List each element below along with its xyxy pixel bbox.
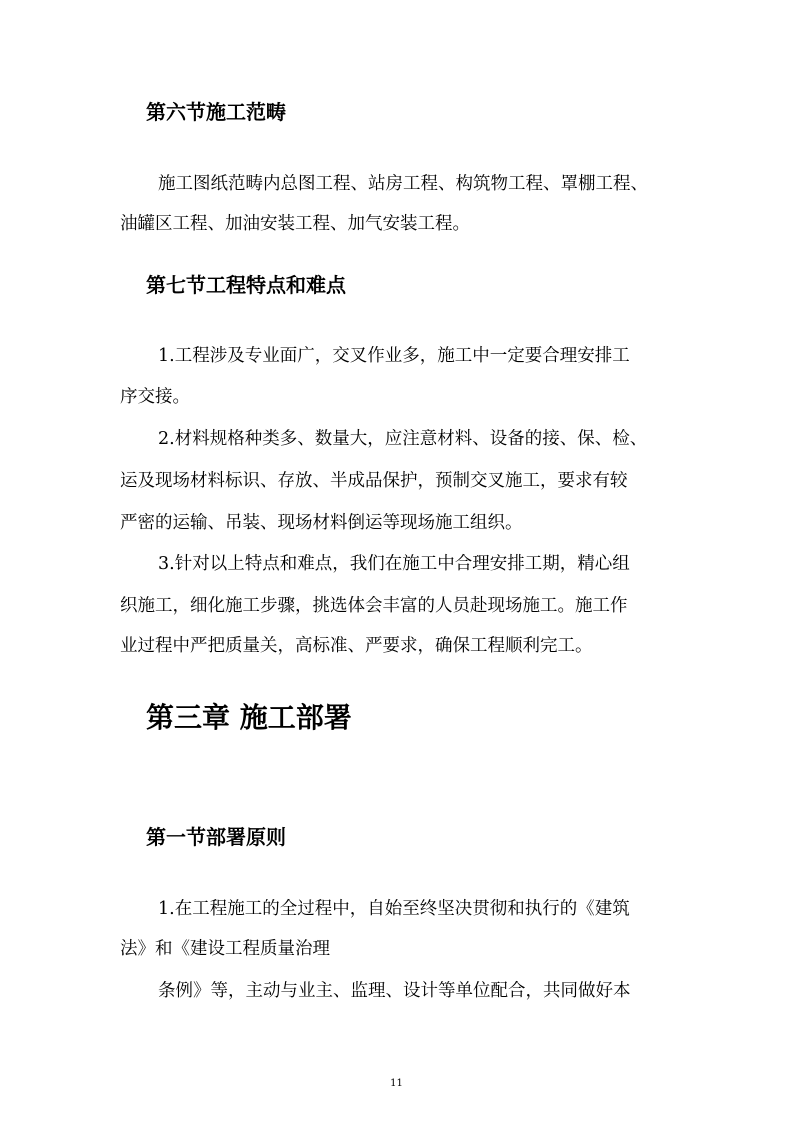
section6-para-line-2: 油罐区工程、加油安装工程、加气安装工程。 bbox=[120, 214, 470, 234]
page-number: 11 bbox=[390, 1078, 403, 1089]
section7-item3-line-1: 3.针对以上特点和难点，我们在施工中合理安排工期，精心组 bbox=[158, 554, 630, 574]
section6-heading: 第六节施工范畴 bbox=[146, 100, 286, 124]
section1-item1-line-3: 条例》等，主动与业主、监理、设计等单位配合，共同做好本 bbox=[158, 981, 631, 1001]
section7-item1-line-2: 序交接。 bbox=[120, 387, 190, 407]
section7-item1-line-1: 1.工程涉及专业面广，交叉作业多，施工中一定要合理安排工 bbox=[158, 346, 630, 366]
section7-item3-line-2: 织施工，细化施工步骤，挑选体会丰富的人员赴现场施工。施工作 bbox=[120, 596, 628, 616]
section7-heading: 第七节工程特点和难点 bbox=[146, 273, 346, 297]
section7-item2-line-2: 运及现场材料标识、存放、半成品保护，预制交叉施工，要求有较 bbox=[120, 471, 628, 491]
section1-heading: 第一节部署原则 bbox=[146, 825, 286, 849]
section7-item3-line-3: 业过程中严把质量关，高标准、严要求，确保工程顺利完工。 bbox=[120, 636, 593, 656]
section7-item2-line-3: 严密的运输、吊装、现场材料倒运等现场施工组织。 bbox=[120, 513, 523, 533]
section6-para-line-1: 施工图纸范畴内总图工程、站房工程、构筑物工程、罩棚工程、 bbox=[158, 174, 648, 194]
section7-item2-line-1: 2.材料规格种类多、数量大，应注意材料、设备的接、保、检、 bbox=[158, 429, 648, 449]
section1-item1-line-2: 法》和《建设工程质量治理 bbox=[120, 939, 330, 959]
section1-item1-line-1: 1.在工程施工的全过程中，自始至终坚决贯彻和执行的《建筑 bbox=[158, 899, 630, 919]
chapter3-title: 第三章 施工部署 bbox=[146, 701, 352, 734]
